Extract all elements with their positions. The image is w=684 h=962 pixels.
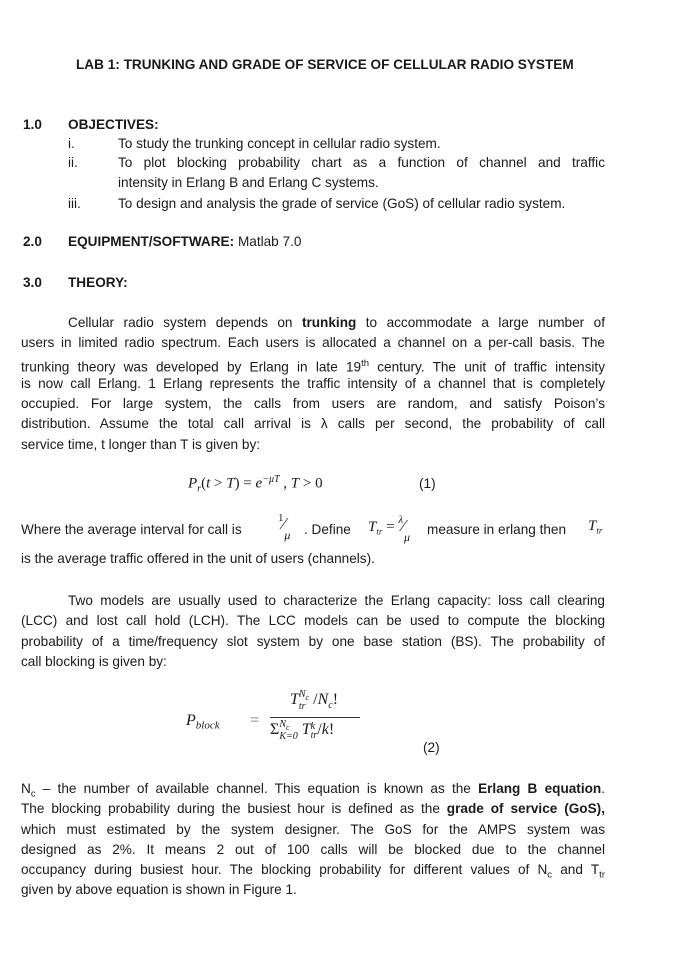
theory-paragraph-2 xyxy=(21,514,611,544)
paragraph-line: The blocking probability during the busiest hour is defined as the grade of service (GoS), xyxy=(21,801,605,817)
paragraph-line: $N_c$ – the number of available channel. This equation is known as the Erlang B equation. xyxy=(21,781,605,800)
paragraph-line: which must estimated by the system designer. The GoS for the AMPS system was xyxy=(21,821,605,837)
paragraph-text: . Define xyxy=(304,522,351,537)
paragraph-text: Where the average interval for call is xyxy=(21,522,242,537)
paragraph-line: is now call Erlang. 1 Erlang represents the traffic intensity of a channel that is completely xyxy=(21,375,605,391)
fraction-bar xyxy=(270,717,360,718)
section-number-2: 2.0 xyxy=(23,234,42,249)
equipment-value: Matlab 7.0 xyxy=(237,234,302,249)
equation-2-denominator: Σ $N_c$ K=0 T k tr /k! xyxy=(270,719,335,742)
equation-2-numerator: T $N_c$ tr $/N_c$! xyxy=(289,689,339,712)
paragraph-line: given by above equation is shown in Figure 1. xyxy=(21,882,297,898)
section-heading-theory: THEORY: xyxy=(68,275,128,290)
objective-text: To design and analysis the grade of service (GoS) of cellular radio system. xyxy=(118,196,566,211)
section-heading-objectives: OBJECTIVES: xyxy=(68,117,159,132)
section-heading-equipment: EQUIPMENT/SOFTWARE: xyxy=(68,234,235,249)
paragraph-line: Cellular radio system depends on trunking to accommodate a large number of xyxy=(68,315,605,330)
paragraph-text: measure in erlang then xyxy=(427,522,567,537)
paragraph-line: call blocking is given by: xyxy=(21,653,167,669)
objective-marker: ii. xyxy=(68,155,78,170)
paragraph-text: is the average traffic offered in the unit of users (channels). xyxy=(21,551,375,566)
objective-text: intensity in Erlang B and Erlang C systems. xyxy=(118,175,379,190)
objective-text: To study the trunking concept in cellular radio system. xyxy=(118,136,441,151)
traffic-symbol: $T_{tr}$ xyxy=(588,518,603,536)
objective-marker: i. xyxy=(68,136,75,151)
page-title: LAB 1: TRUNKING AND GRADE OF SERVICE OF CELLULAR RADIO SYSTEM xyxy=(76,57,574,72)
theory-paragraph-1 xyxy=(21,313,605,455)
equation-1-label: (1) xyxy=(419,476,436,491)
theory-paragraph-3 xyxy=(21,591,605,672)
paragraph-line: occupancy during busiest hour. The blocking probability for different values of $N_c$ and $T_{tr}$ xyxy=(21,862,605,881)
section-number-1: 1.0 xyxy=(23,117,42,132)
paragraph-line: Two models are usually used to characterize the Erlang capacity: loss call clearing xyxy=(68,593,605,608)
section-number-3: 3.0 xyxy=(23,275,42,290)
theory-paragraph-4 xyxy=(21,779,605,901)
equation-2-label: (2) xyxy=(423,740,440,755)
paragraph-line: distribution. Assume the total call arrival is λ calls per second, the probability of call xyxy=(21,416,605,432)
paragraph-line: (LCC) and lost call hold (LCH). The LCC models can be used to compute the blocking xyxy=(21,613,605,629)
equation-2: $P_{block}$ = T $N_c$ tr $/N_c$! Σ $N_c$ K=0 T k tr /k! xyxy=(186,690,366,760)
paragraph-line: occupied. For large system, the calls from users are random, and satisfy Poison’s xyxy=(21,396,605,412)
paragraph-line: trunking theory was developed by Erlang in late 19th century. The unit of traffic intensity xyxy=(21,357,605,375)
objective-marker: iii. xyxy=(68,196,81,211)
paragraph-line: service time, t longer than T is given by: xyxy=(21,436,261,452)
equipment-line xyxy=(68,234,301,249)
paragraph-line: probability of a time/frequency slot system by one base station (BS). The probability of xyxy=(21,633,605,649)
paragraph-line: users in limited radio spectrum. Each users is allocated a channel on a per-call basis. The xyxy=(21,335,605,351)
paragraph-line: designed as 2%. It means 2 out of 100 calls will be blocked due to the channel xyxy=(21,841,605,857)
fraction-one-over-mu: $^1⁄_\mu$ xyxy=(278,512,291,542)
objective-text: To plot blocking probability chart as a function of channel and traffic xyxy=(118,155,605,170)
equation-1: $P_r(t > T) = e^{-\mu T}$ , T > 0 xyxy=(188,474,323,495)
traffic-definition: $T_{tr}$ = $^\lambda⁄_\mu$ xyxy=(368,514,410,544)
